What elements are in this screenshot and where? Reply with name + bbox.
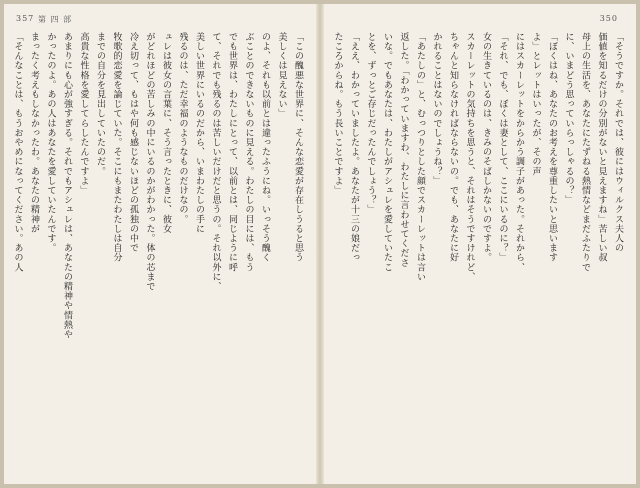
- running-header: 第 四 部: [38, 15, 73, 24]
- text-line: 「そんなことは、もうおやめになってください。あの人: [12, 32, 23, 272]
- text-line: 「ええ、わかっていましたよ。あなたが十三の娘だっ: [349, 32, 359, 263]
- left-page-text: [10, 32, 306, 472]
- right-page: [324, 4, 636, 484]
- page-number-left: 357: [16, 14, 35, 23]
- text-line: にはスカーレットをからかう調子があった。それから、: [514, 32, 524, 272]
- text-line: に、いまどう思っていらっしゃるの？」: [563, 32, 574, 205]
- text-line: がどれほどの苦しみの中にいるのかがわかった。体の芯まで: [144, 32, 155, 292]
- text-line: 女の生きているのは、きみのそばしかないのですよ。: [481, 32, 491, 263]
- left-page: [4, 4, 316, 484]
- page-number-right: 350: [599, 14, 618, 23]
- text-line: 返した。「わかっていますわ、わたしに言わせてくださ: [398, 32, 409, 268]
- text-line: 高貴な性格を愛してらしたんですよ」: [78, 32, 89, 196]
- text-line: 冷え切って、もはや何も感じないほどの孤独の中で: [128, 32, 138, 253]
- text-line: ュレは彼女の言葉に、そう言ったときに、彼女: [161, 32, 171, 234]
- book-spread: [4, 4, 636, 484]
- text-line: あまりにも心が強すぎる。それでもアシュレは、あなたの精神や情熱や: [62, 32, 72, 340]
- text-line: よ」とレットはいったが、その声: [530, 32, 541, 176]
- text-line: 価値を知るだけの分別がないと見えますね」苦しい叔: [596, 32, 607, 263]
- text-line: て、それでも残るのは苦しいだけだと思うの。それ以外に、: [210, 32, 221, 292]
- text-line: スカーレットの気持ちを思うと、それはそうですけれど、: [464, 32, 475, 282]
- text-line: ちゃんと知らなければならないの。でも、あなたに好: [448, 32, 458, 263]
- text-line: 母上の生活を、あなたにたずねる熱情などまだふたりで: [580, 32, 590, 272]
- text-line: 残るのは、ただ幸福のようなものだけなの。: [177, 32, 188, 224]
- text-line: 「ぼくはね、あなたのお考えを尊重したいと思います: [547, 32, 557, 263]
- text-line: 「この醜悪な世界に、そんな恋愛が存在しうると思う: [293, 32, 303, 263]
- text-line: 「そうですか。それでは、彼にはウィルクス夫人の: [613, 32, 623, 253]
- text-line: ぶことのできないものに見える。わたしの目には、もう: [243, 32, 254, 272]
- right-page-text: [328, 32, 626, 472]
- text-line: のよ、それも以前とは違ったふうにね。いっそう醜く: [260, 32, 270, 263]
- text-line: でも世界は、わたしにとって、以前とは、同じように呼: [227, 32, 237, 272]
- text-line: たころからね。もう長いことですよ」: [332, 32, 343, 196]
- text-line: いな。でもあなたは、わたしがアシュレを愛していたこ: [382, 32, 392, 272]
- text-line: 美しくは見えない」: [276, 32, 287, 119]
- text-line: 美しい世界にいるのだから、いまわたしの手に: [194, 32, 204, 234]
- text-line: まったく考えもしなかったわ。あなたの精神が: [29, 32, 39, 234]
- book-gutter: [316, 4, 324, 484]
- text-line: 「それ、でも、ぼくは妻として、ここにいるのに？」: [497, 32, 508, 263]
- text-line: とを、ずっとご存じだったんでしょう？」: [365, 32, 376, 215]
- text-line: かれることはないのでしょうね？」: [431, 32, 442, 186]
- text-line: [328, 32, 329, 472]
- text-line: 「あたしの」と、むっつりとした顔でスカーレットは言い: [415, 32, 425, 282]
- text-line: かったのよ。あの人はあなたを愛していたんです。: [45, 32, 56, 253]
- text-line: 牧歌的恋愛を論じていた。そこにもまたわたしは自分: [111, 32, 122, 263]
- text-line: までの自分を見出していたのだ。: [95, 32, 105, 176]
